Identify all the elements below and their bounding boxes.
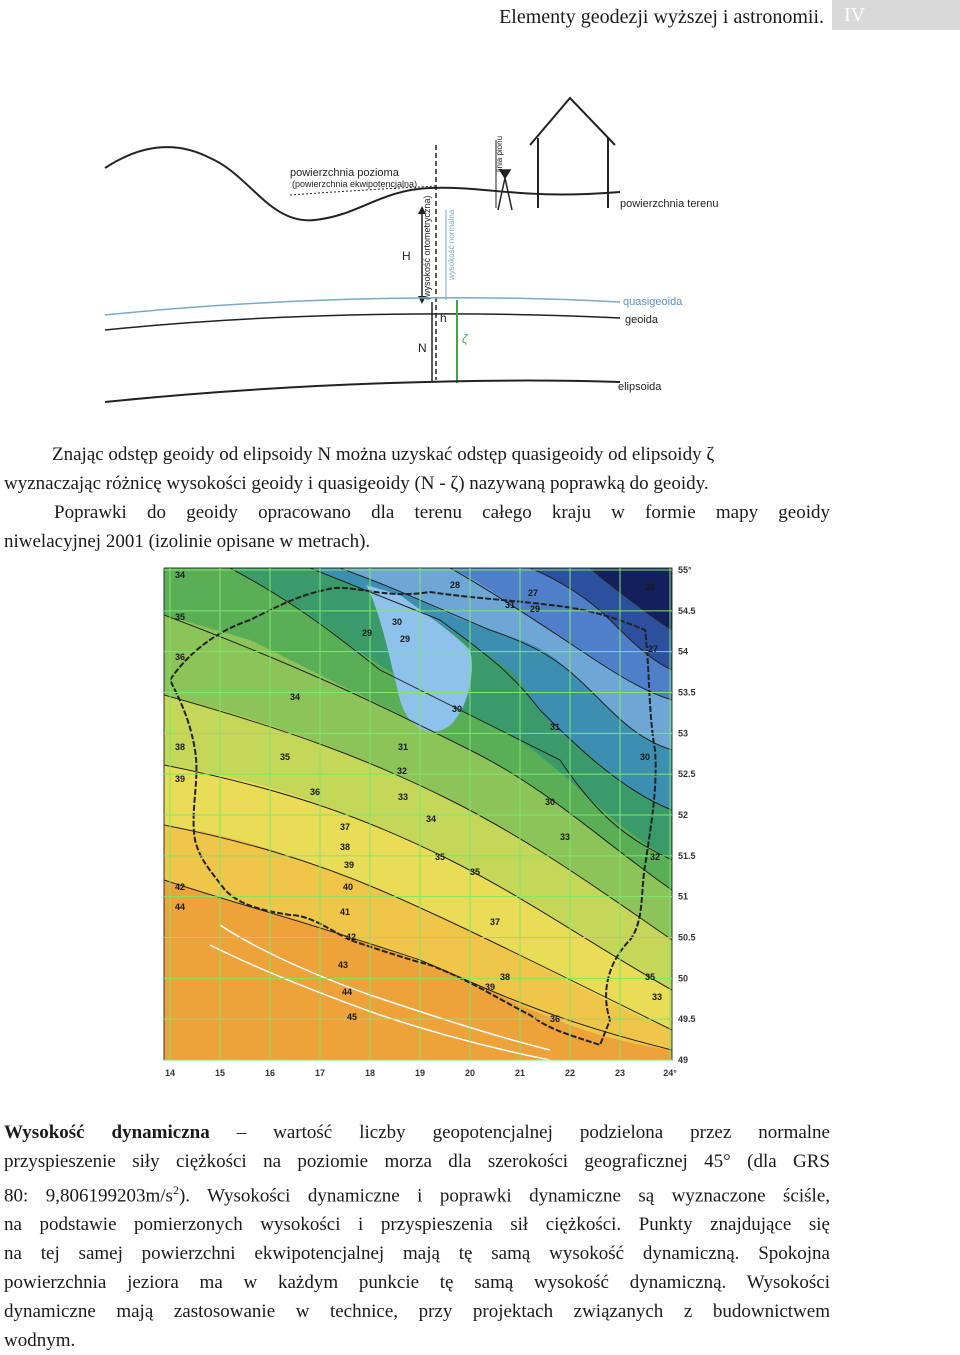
isoline-label: 35 <box>645 972 656 982</box>
house-icon <box>530 98 615 208</box>
isoline-label: 32 <box>397 766 408 776</box>
y-tick-label: 54.5 <box>678 605 696 616</box>
isoline-label: 30 <box>452 704 463 714</box>
x-tick-label: 16 <box>264 1068 276 1078</box>
p2-line3-b: ). Wysokości dynamiczne i poprawki dynamiczne są wyznaczone ściśle, <box>178 1185 830 1207</box>
p2-line5: na tej samej powierzchni ekwipotencjalnej mają tę samą wysokość dynamiczną. Spokojna <box>4 1243 830 1265</box>
y-tick-label: 52 <box>678 810 689 820</box>
y-tick-label: 54 <box>678 646 689 657</box>
ekwipotencjalna-label: (powierzchnia ekwipotencjalna) <box>292 179 418 189</box>
isoline-label: 34 <box>175 570 186 580</box>
isoline-label: 42 <box>346 932 357 942</box>
wys-ortometryczna-label: (wysokość ortometryczna) <box>422 195 432 300</box>
p2-line1-rest: – wartość liczby geopotencjalnej podzielona przez normalne <box>236 1122 830 1143</box>
y-tick-label: 55° <box>678 565 692 575</box>
y-tick-label: 51.5 <box>678 850 696 861</box>
y-tick-label: 50 <box>678 973 689 984</box>
isoline-label: 33 <box>398 792 409 802</box>
geoida-label: geoida <box>625 314 659 326</box>
p2-line4: na podstawie pomierzonych wysokości i przyspieszenia sił ciężkości. Punkty znajdujące się <box>4 1214 830 1236</box>
height-systems-diagram <box>100 90 880 415</box>
x-tick-label: 18 <box>364 1068 376 1078</box>
isoline-label: 36 <box>310 787 321 797</box>
p2-line3-sup: 2 <box>172 1183 179 1197</box>
isoline-label: 39 <box>344 860 355 870</box>
x-tick-label: 17 <box>314 1068 326 1078</box>
paragraph-geoid-correction <box>4 440 830 556</box>
isoline-label: 35 <box>280 752 291 762</box>
elipsoida-label: elipsoida <box>618 381 662 393</box>
isoline-label: 33 <box>560 832 571 842</box>
isoline-label: 31 <box>398 742 409 752</box>
isoline-label: 36 <box>175 652 186 662</box>
x-tick-label: 15 <box>214 1068 226 1078</box>
x-tick-label: 20 <box>464 1068 476 1078</box>
isoline-label: 27 <box>648 644 659 654</box>
y-tick-label: 51 <box>678 891 689 902</box>
isoline-label: 32 <box>650 852 661 862</box>
x-tick-label: 24° <box>663 1068 677 1078</box>
zeta-label: ζ <box>462 332 468 346</box>
isoline-label: 37 <box>490 917 501 927</box>
ellipsoid-curve <box>105 381 620 402</box>
isoline-label: 43 <box>338 960 349 970</box>
isoline-label: 34 <box>290 692 301 702</box>
p2-line1 <box>4 1118 830 1147</box>
isoline-label: 28 <box>450 580 461 590</box>
x-tick-label: 19 <box>414 1068 426 1078</box>
isoline-label: 44 <box>342 987 353 997</box>
isoline-label: 29 <box>530 604 541 614</box>
powierzchnia-pozioma-label: powierzchnia pozioma <box>290 167 399 179</box>
isoline-label: 41 <box>340 907 351 917</box>
isoline-label: 30 <box>392 617 403 627</box>
linia-pionu-label: linia pionu <box>495 135 504 172</box>
p2-line8: wodnym. <box>4 1330 76 1352</box>
isoline-label: 42 <box>175 882 186 892</box>
h-label: h <box>440 311 447 325</box>
y-tick-label: 50.5 <box>678 932 696 943</box>
document-title: Elementy geodezji wyższej i astronomii. <box>499 6 824 28</box>
isoline-label: 28 <box>645 582 656 592</box>
y-tick-label: 53 <box>678 728 689 739</box>
y-tick-label: 53.5 <box>678 687 696 698</box>
H-label: H <box>402 249 411 263</box>
paragraph-dynamic-height <box>4 1118 830 1355</box>
powierzchnia-terenu-label: powierzchnia terenu <box>620 198 719 210</box>
isoline-label: 36 <box>550 1014 561 1024</box>
wys-normalna-label: wysokość normalna <box>447 209 456 280</box>
isoline-label: 29 <box>362 628 373 638</box>
isoline-label: 38 <box>500 972 511 982</box>
quasigeoida-label: quasigeoida <box>623 296 683 308</box>
y-tick-label: 52.5 <box>678 769 696 780</box>
isoline-label: 31 <box>550 722 561 732</box>
p1-line2: wyznaczając różnicę wysokości geoidy i quasigeoidy (N - ζ) nazywaną poprawką do geoidy. <box>4 473 709 494</box>
p2-line7: dynamiczne mają zastosowanie w technice, przy projektach związanych z budownictwem <box>4 1301 830 1323</box>
quasigeoid-curve <box>105 298 620 315</box>
dynamic-height-term: Wysokość dynamiczna <box>4 1122 210 1143</box>
isoline-label: 30 <box>640 752 651 762</box>
isoline-label: 30 <box>545 797 556 807</box>
geoid-curve <box>105 314 620 330</box>
p2-line2: przyspieszenie siły ciężkości na poziomie morza dla szerokości geograficznej 45° (dla GRS <box>4 1151 830 1172</box>
page-header <box>0 0 960 34</box>
isoline-label: 40 <box>343 882 354 892</box>
x-tick-label: 21 <box>514 1068 526 1078</box>
isoline-label: 38 <box>340 842 351 852</box>
p2-line3-a: 80: 9,806199203m/s <box>4 1185 173 1207</box>
p1-line4: niwelacyjnej 2001 (izolinie opisane w metrach). <box>4 531 371 552</box>
p2-line6: powierzchnia jeziora ma w każdym punkcie tę samą wysokość dynamiczną. Wysokości <box>4 1272 830 1294</box>
isoline-label: 35 <box>175 612 186 622</box>
isoline-label: 34 <box>426 814 437 824</box>
p2-line3 <box>4 1176 830 1210</box>
isoline-label: 35 <box>470 867 481 877</box>
N-label: N <box>418 341 427 355</box>
isoline-label: 44 <box>175 902 186 912</box>
isoline-label: 31 <box>505 600 516 610</box>
x-tick-label: 23 <box>614 1068 626 1078</box>
x-tick-label: 14 <box>164 1068 176 1078</box>
chapter-badge: IV <box>832 0 960 30</box>
p1-line1: Znając odstęp geoidy od elipsoidy N można uzyskać odstęp quasigeoidy od elipsoidy ζ <box>52 444 715 465</box>
geoid-map <box>130 560 710 1090</box>
y-tick-label: 49 <box>678 1055 689 1065</box>
isoline-label: 45 <box>347 1012 358 1022</box>
isoline-label: 33 <box>652 992 663 1002</box>
p1-line3: Poprawki do geoidy opracowano dla terenu całego kraju w formie mapy geoidy <box>54 502 830 523</box>
isoline-label: 39 <box>175 774 186 784</box>
isoline-label: 29 <box>400 634 411 644</box>
isoline-label: 38 <box>175 742 186 752</box>
isoline-label: 39 <box>485 982 496 992</box>
isoline-label: 27 <box>528 588 539 598</box>
isoline-label: 35 <box>435 852 446 862</box>
x-tick-label: 22 <box>564 1068 576 1078</box>
theodolite-icon <box>498 170 512 210</box>
y-tick-label: 49.5 <box>678 1014 696 1025</box>
geoid-map-svg <box>130 560 710 1090</box>
isoline-label: 37 <box>340 822 351 832</box>
